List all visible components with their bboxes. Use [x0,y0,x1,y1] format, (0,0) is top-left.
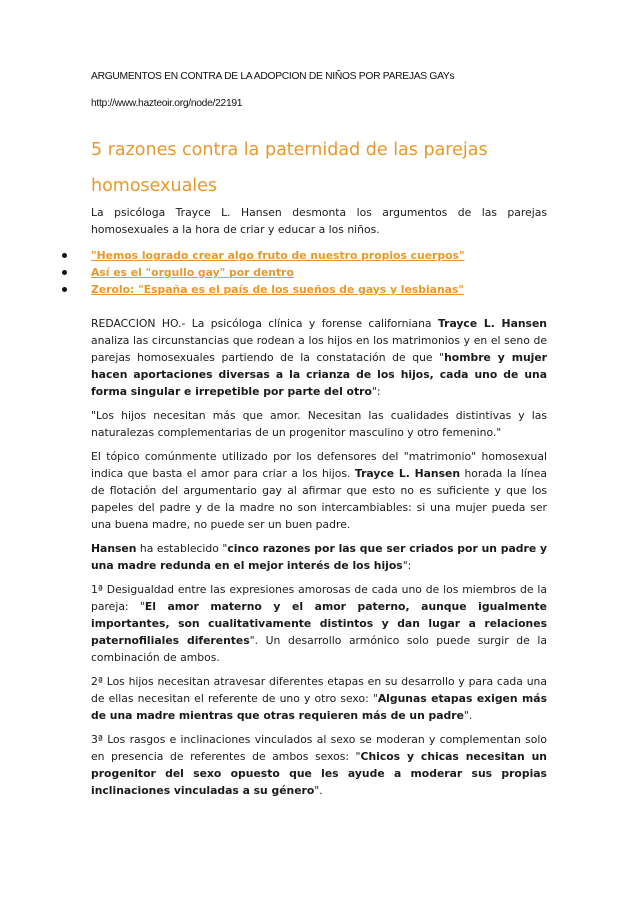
key-quote: Algunas etapas exigen más de una madre mientras que otras requieren más de un padre [91,692,547,722]
list-item [91,281,547,298]
related-link-3[interactable]: Zerolo: "España es el país de los sueños de gays y lesbianas" [91,283,464,296]
paragraph-quote: "Los hijos necesitan más que amor. Necesitan las cualidades distintivas y las naturalezas complementarias de un progenitor masculino y otro femenino." [91,409,547,439]
source-url: http://www.hazteoir.org/node/22191 [91,98,243,109]
author-name: Trayce L. Hansen [354,467,461,480]
key-quote: Chicos y chicas necesitan un progenitor del sexo opuesto que les ayude a moderar sus propias inclinaciones vinculadas a su género [91,750,547,797]
author-name: Trayce L. Hansen [437,317,547,330]
reason-2: 2ª Los hijos necesitan atravesar diferentes etapas en su desarrollo y para cada una de ellas necesitan el referente de uno y otro sexo: "Algunas etapas exigen más de una madre mientras que otras requieren más de un padre". [91,675,547,722]
list-item [91,264,547,281]
related-link-1[interactable]: "Hemos logrado crear algo fruto de nuestro propios cuerpos" [91,249,465,262]
reason-3: 3ª Los rasgos e inclinaciones vinculados al sexo se moderan y complementan solo en presencia de referentes de ambos sexos: "Chicos y chicas necesitan un progenitor del sexo opuesto que les ayude a moderar sus propias inclinaciones vinculadas a su género". [91,733,547,797]
reason-1: 1ª Desigualdad entre las expresiones amorosas de cada uno de los miembros de la pareja: "El amor materno y el amor paterno, aunque igualmente importantes, son cualitativamente distintos y dan lugar a relaciones paternofiliales diferentes". Un desarrollo armónico solo puede surgir de la combinación de ambos. [91,583,547,664]
list-item [91,247,547,264]
paragraph-topic: El tópico comúnmente utilizado por los defensores del "matrimonio" homosexual indica que basta el amor para criar a los hijos. Trayce L. Hansen horada la línea de flotación del argumentario gay al afirmar que esto no es suficiente y que los papeles del padre y de la madre no son intercambiables: si una mujer pueda ser una buena madre, no puede ser un buen padre. [91,450,547,531]
key-quote: El amor materno y el amor paterno, aunque igualmente importantes, son cualitativamente distintos y dan lugar a relaciones paternofiliales diferentes [91,600,547,647]
author-name: Hansen [91,542,137,555]
article-title: 5 razones contra la paternidad de las parejas homosexuales [91,140,488,196]
key-quote: cinco razones por las que ser criados por un padre y una madre redunda en el mejor interés de los hijos [91,542,547,572]
document-page [91,70,547,799]
document-header-title: ARGUMENTOS EN CONTRA DE LA ADOPCION DE NIÑOS POR PAREJAS GAYs [91,71,455,82]
paragraph-intro: REDACCION HO.- La psicóloga clínica y forense californiana Trayce L. Hansen analiza las circunstancias que rodean a los hijos en los matrimonios y en el seno de parejas homosexuales partiendo de la constatación de que "hombre y mujer hacen aportaciones diversas a la crianza de los hijos, cada uno de una forma singular e irrepetible por parte del otro": [91,317,547,398]
key-quote: hombre y mujer hacen aportaciones diversas a la crianza de los hijos, cada uno de una forma singular e irrepetible por parte del otro [91,351,547,398]
article-subtitle: La psicóloga Trayce L. Hansen desmonta los argumentos de las parejas homosexuales a la hora de criar y educar a los niños. [91,206,547,236]
related-link-2[interactable]: Así es el "orgullo gay" por dentro [91,266,294,279]
paragraph-reasons-intro: Hansen ha establecido "cinco razones por las que ser criados por un padre y una madre redunda en el mejor interés de los hijos": [91,542,547,572]
related-links-list [91,247,547,298]
